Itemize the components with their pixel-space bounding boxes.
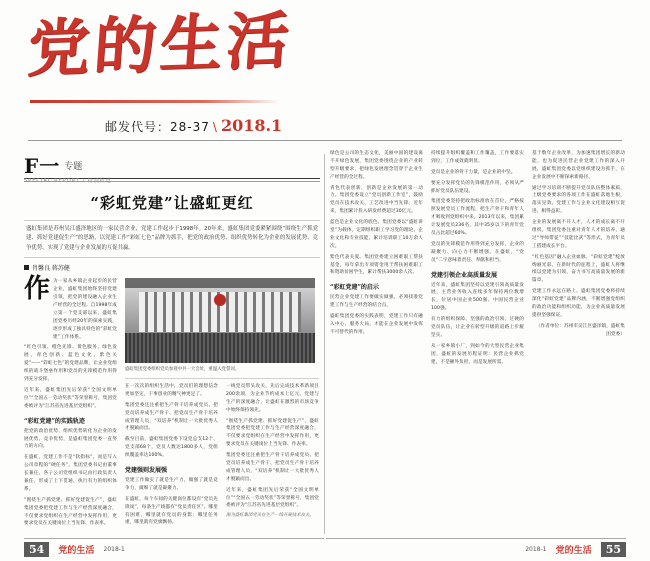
right-col2-body-2 — [431, 282, 524, 367]
article-headline: “彩虹党建”让盛虹更红 — [90, 194, 254, 212]
body-paragraph: 集团党委还注重把生产骨干培养成党员、把党员培养成生产骨干、把党员生产骨干培养成管理人员，“双培养”机制让一大批优秀人才脱颖而出。 — [226, 453, 319, 482]
section-title-small: 专题 — [64, 162, 83, 172]
body-paragraph: 在一次次的组织生活中，党员们的理想信念更加坚定，干事创业的精气神更足了。 — [125, 383, 218, 397]
left-col1-body-2 — [24, 428, 117, 529]
body-paragraph: 党建工作做实了就是生产力，做强了就是竞争力，做细了就是凝聚力。 — [125, 477, 218, 491]
photo-crowd — [125, 333, 315, 363]
left-column-1 — [24, 274, 117, 531]
body-paragraph: 紫色代表关爱。集团党委建立困难职工帮扶基金，每年拿出专项资金用于帮扶困难职工和资助贫困学生，累计帮扶3000余人次。 — [330, 254, 423, 276]
body-paragraph: 基于数年企业改革，为加速集团增长的新动能，也为促进民营企业党建工作的深入开展，盛虹集团党委以党组织建设为抓手，在企业发展中不断探索新路径。 — [532, 151, 625, 180]
body-paragraph: “红色基因”融入企业血脉，“彩虹党建”绽放绚丽光彩。在新时代的征程上，盛虹人将继续以党建为引领，奋力书写高质量发展的新篇章。 — [532, 254, 625, 284]
body-paragraph: 蓝色是企业文化的底色。集团党委以“盛虹讲堂”为载体，定期组织职工学习党的理论、企业文化和专业技能，累计培训职工10万余人次。 — [330, 220, 423, 249]
dropcap: 作 — [24, 274, 51, 305]
left-column-3 — [226, 383, 319, 530]
right-column-1 — [330, 150, 423, 369]
body-paragraph: 近年来，盛虹集团先后荣获“全国文明单位”“全国五一劳动奖状”等荣誉称号，集团党委被评为“江苏省先进基层党组织”。 — [24, 387, 117, 409]
sub-heading: “彩虹党建”的启示 — [330, 284, 379, 292]
author-affiliation: （作者单位：苏州市吴江区盛泽镇，盛虹集团党委） — [535, 323, 625, 337]
right-page — [330, 150, 626, 538]
subscribe-label: 邮发代号： — [105, 120, 171, 134]
left-col3-body — [226, 383, 319, 510]
right-column-2 — [431, 150, 524, 369]
left-folio — [24, 539, 324, 557]
body-paragraph: 为一家从乡镇企业起步的民营企业，盛虹集团始终坚持党建引领，把党的建设融入企业生产经营的全过程。自1998年成立第一个党支部以来，盛虹集团党委历经20年的探索实践，逐步形成了独具特色的“彩虹党建”工作体系。 — [53, 279, 117, 340]
body-paragraph: 在盛虹，党建工作不是“软指标”，而是写入公司章程的“硬任务”。集团党委书记由董事长兼任，各子公司党组织书记由行政负责人兼任，形成了上下贯通、执行有力的组织体系。 — [24, 455, 117, 492]
section-header — [24, 150, 320, 184]
masthead-divider — [28, 140, 622, 141]
body-paragraph: 绿色是公司的生态文化，美丽中国的建设离不开绿色发展，集团党委围绕企业的产业转型升级要求，把绿色发展理念贯穿于企业生产经营的全过程。 — [330, 151, 423, 180]
article-byline — [24, 263, 320, 272]
body-paragraph: 盛虹集团党委的实践表明，党建工作只有融入中心、服务大局，才能在企业发展中发挥不可替代的作用。 — [330, 314, 423, 335]
body-paragraph: 有力的组织保障、坚强的政治引领、过硬的党员队伍，让企业在转型升级的道路上步履坚实。 — [431, 317, 524, 338]
right-col3-body — [532, 150, 625, 339]
left-page — [24, 150, 320, 538]
right-column-3 — [532, 150, 625, 369]
body-paragraph: 要充分发挥党员的先锋模范作用，必须从严抓好党员队伍建设。 — [431, 180, 524, 194]
spread-body — [0, 150, 650, 545]
body-paragraph: 通过学习培训不断提升党员队伍整体素质，上级党委要求的各项工作在盛虹落地生根，落实见效。党建工作与企业文化建设相互促进、相得益彰。 — [532, 185, 625, 215]
inline-photo-caption: 图为盛虹集团党员在生产一线开展技术攻关。 — [226, 513, 314, 519]
slash-separator: \ — [212, 120, 218, 134]
body-paragraph: 集团党委坚持把政治标准放在首位，严格按照发展党员工作流程，把生产骨干和青年人才吸收到党组织中来。2013年以来，集团累计发展党员236名，其中35岁以下的青年党员占比超过60%。 — [431, 199, 524, 237]
left-col2-body — [125, 383, 218, 460]
sub-heading: 党建强则发展强 — [125, 466, 168, 474]
dropcap-row — [24, 274, 117, 344]
sub-heading: “彩虹党建”的实践轨迹 — [24, 417, 85, 425]
article-photo — [125, 278, 315, 363]
masthead — [0, 0, 650, 150]
body-paragraph: 在盛虹，每个车间的关键岗位都设有“党员先锋岗”，每条生产线都有“党员责任区”。哪里有困难，哪里就有党员的身影；哪里任务重，哪里就有党旗飘扬。 — [125, 496, 218, 526]
body-paragraph: 从一家乡镇小厂，到如今的大型民营企业集团，盛虹的发展历程证明：民营企业抓党建，不是额外负担，而是发展所需。 — [431, 343, 524, 365]
sub-heading: 党建引领企业高质量发展 — [431, 271, 498, 279]
right-col2-body — [431, 150, 524, 265]
folio-date-left: 2018-1 — [103, 546, 125, 553]
issue-number: 2018.1 — [220, 116, 283, 135]
issue-line — [105, 116, 282, 135]
byline-marker-icon — [24, 265, 29, 270]
subscribe-code: 28-37 — [170, 120, 210, 134]
body-paragraph: 民营企业党建工作要做实做强，必须找准党建工作与生产经营的结合点。 — [330, 295, 423, 309]
right-folio — [326, 539, 626, 557]
body-paragraph: 截至目前，盛虹集团党委下设党总支12个、党支部68个，党员人数达1800多人，党组织覆盖率达100%。 — [125, 437, 218, 459]
folio-magazine-right: 党的生活 — [555, 546, 592, 556]
body-paragraph: 企业的发展离不开人才，人才的成长离不开组织。集团党委注重对青年人才的培养，通过“导师带徒”“技能比武”等形式，为青年员工搭建成长平台。 — [532, 220, 625, 249]
article-standfirst: 盛虹集团是苏州吴江盛泽地区的一家民营企业，党建工作起步于1998年。20年来，盛虹集团党委紧紧围绕“围绕生产抓党建、抓好党建促生产”的思路，以党建工作“彩虹七色”品牌为抓手，把党的政治优势、组织优势转化为企业的发展优势、竞争优势，实现了党建与企业发展的互促共赢。 — [24, 220, 320, 258]
caption-rule — [125, 378, 319, 379]
body-paragraph: 党建工作永远在路上。盛虹集团党委将持续深化“彩虹党建”品牌内涵，不断增强党组织的政治功能和组织功能，为企业高质量发展提供坚强保证。 — [532, 289, 625, 318]
page-number-right: 55 — [601, 542, 626, 557]
left-column-2-3 — [125, 278, 319, 531]
body-paragraph: 一线党员带头攻关，先后完成技术革新项目200余项，为企业节约成本上亿元。党建与生产的深度融合，让盛虹在激烈的市场竞争中始终保持领先。 — [226, 383, 319, 413]
body-paragraph: 集团党委还注重把生产骨干培养成党员、把党员培养成生产骨干、把党员生产骨干培养成管理人员，“双培养”机制让一大批优秀人才脱颖而出。 — [125, 402, 218, 432]
body-paragraph: 近年来，盛虹集团坚持以党建引领高质量发展，主营业务收入连续多年保持两位数增长，位居中国企业500强、中国民营企业100强。 — [431, 282, 524, 312]
right-col1-body-2 — [330, 294, 423, 336]
byline-text: 肖馨良 蒋苏健 — [32, 265, 70, 273]
body-paragraph: “围绕生产抓党建、抓好党建促生产”，盛虹集团党委把党建工作与生产经营深度融合，不仅要求党组织在生产经营中发挥作用，更要求党员在关键岗位上当先锋、作表率。 — [226, 418, 319, 448]
left-col2-body-2 — [125, 477, 218, 527]
body-paragraph: “围绕生产抓党建、抓好党建促生产”，盛虹集团党委把党建工作与生产经营深度融合，不仅要求党组织在生产经营中发挥作用，更要求党员在关键岗位上当先锋、作表率。 — [24, 497, 117, 527]
folio-date-right: 2018-1 — [525, 546, 547, 553]
page-number-left: 54 — [24, 542, 49, 557]
page-gutter — [324, 154, 325, 534]
body-paragraph: 把党的政治优势、组织优势转化为企业的发展优势、竞争优势，是盛虹集团党委一直努力的方向。 — [24, 428, 117, 450]
right-page-columns — [330, 150, 626, 369]
body-paragraph: “红色引领、橙色先锋、黄色服务、绿色发展、青色创新、蓝色文化、紫色关爱”——“彩虹七色”的党建品牌，让企业党组织的战斗堡垒作用和党员的先锋模范作用得到充分发挥。 — [24, 345, 117, 383]
photo-caption: 盛虹集团党委组织党员参观中共一大会址，重温入党誓词。 — [125, 367, 240, 373]
left-col1-body — [24, 344, 117, 410]
body-paragraph: 近年来，盛虹集团先后荣获“全国文明单位”“全国五一劳动奖状”等荣誉称号，集团党委被评为“江苏省先进基层党组织”。 — [226, 487, 319, 509]
folio-magazine-left: 党的生活 — [58, 546, 95, 556]
body-paragraph: 青色代表创新，创新是企业发展的第一动力。集团党委设立“党员创新工作室”，鼓励党员在技术攻关、工艺改进中当先锋。近年来，集团累计投入研发经费超过30亿元。 — [330, 185, 423, 215]
left-page-columns — [24, 274, 320, 531]
magazine-logo: 党的生活 — [25, 3, 296, 86]
section-title-big: F一 — [24, 154, 61, 178]
body-paragraph: 党员的先锋模范作用得到充分发挥，企业的凝聚力、向心力不断增强。在盛虹，“党员”二字意味着责任、奉献和担当。 — [431, 241, 524, 263]
section-title-latin: SPECIAL REPORT / 特别报道 — [24, 178, 112, 184]
body-paragraph: 党员是企业的骨干力量，是企业的中坚。 — [431, 169, 516, 175]
right-col1-body — [330, 150, 423, 277]
logo-underline — [30, 100, 280, 103]
left-column-2 — [125, 383, 218, 530]
body-paragraph: 持续提升组织覆盖和工作覆盖，工作要落实到位，工作成效就明显。 — [431, 151, 524, 164]
